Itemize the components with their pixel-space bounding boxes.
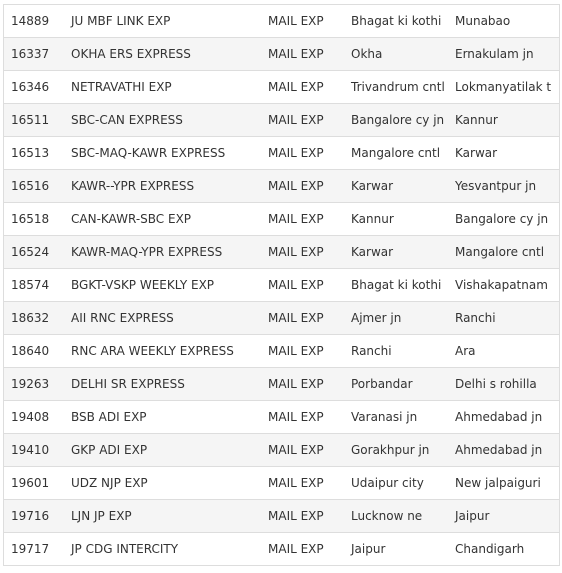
- train-type: MAIL EXP: [268, 146, 324, 160]
- train-type: MAIL EXP: [268, 179, 324, 193]
- train-type: MAIL EXP: [268, 344, 324, 358]
- to-station: Ara: [455, 344, 476, 358]
- train-type: MAIL EXP: [268, 509, 324, 523]
- train-name: DELHI SR EXPRESS: [71, 377, 185, 391]
- train-name: GKP ADI EXP: [71, 443, 148, 457]
- train-name: KAWR-MAQ-YPR EXPRESS: [71, 245, 223, 259]
- train-name: OKHA ERS EXPRESS: [71, 47, 191, 61]
- table-row: [4, 236, 559, 269]
- train-name: AII RNC EXPRESS: [71, 311, 174, 325]
- train-name: KAWR--YPR EXPRESS: [71, 179, 195, 193]
- train-name: NETRAVATHI EXP: [71, 80, 172, 94]
- train-name: UDZ NJP EXP: [71, 476, 148, 490]
- train-number: 19410: [11, 443, 50, 457]
- train-name: JP CDG INTERCITY: [71, 542, 179, 556]
- from-station: Karwar: [351, 179, 394, 193]
- train-type: MAIL EXP: [268, 542, 324, 556]
- to-station: Mangalore cntl: [455, 245, 545, 259]
- train-number: 19601: [11, 476, 50, 490]
- train-list-table: [4, 4, 559, 566]
- train-name: CAN-KAWR-SBC EXP: [71, 212, 192, 226]
- train-number: 16518: [11, 212, 50, 226]
- to-station: Jaipur: [455, 509, 490, 523]
- train-name: BGKT-VSKP WEEKLY EXP: [71, 278, 215, 292]
- from-station: Porbandar: [351, 377, 413, 391]
- train-number: 19716: [11, 509, 50, 523]
- train-number: 16524: [11, 245, 50, 259]
- table-row: [4, 434, 559, 467]
- table-row: [4, 170, 559, 203]
- table-row: [4, 302, 559, 335]
- table-row: [4, 269, 559, 302]
- from-station: Okha: [351, 47, 383, 61]
- train-type: MAIL EXP: [268, 212, 324, 226]
- to-station: New jalpaiguri: [455, 476, 541, 490]
- to-station: Ahmedabad jn: [455, 443, 543, 457]
- from-station: Bhagat ki kothi: [351, 14, 442, 28]
- table-row: [4, 467, 559, 500]
- from-station: Ranchi: [351, 344, 392, 358]
- from-station: Lucknow ne: [351, 509, 423, 523]
- table-row: [4, 5, 559, 38]
- train-name: RNC ARA WEEKLY EXPRESS: [71, 344, 234, 358]
- from-station: Bangalore cy jn: [351, 113, 445, 127]
- to-station: Munabao: [455, 14, 511, 28]
- table-row: [4, 335, 559, 368]
- table-row: [4, 38, 559, 71]
- from-station: Udaipur city: [351, 476, 424, 490]
- to-station: Ernakulam jn: [455, 47, 534, 61]
- train-type: MAIL EXP: [268, 311, 324, 325]
- from-station: Varanasi jn: [351, 410, 418, 424]
- train-number: 16516: [11, 179, 50, 193]
- train-type: MAIL EXP: [268, 476, 324, 490]
- train-number: 16511: [11, 113, 50, 127]
- train-type: MAIL EXP: [268, 47, 324, 61]
- table-row: [4, 71, 559, 104]
- train-number: 16346: [11, 80, 50, 94]
- from-station: Trivandrum cntl: [351, 80, 445, 94]
- train-number: 14889: [11, 14, 50, 28]
- from-station: Ajmer jn: [351, 311, 402, 325]
- train-type: MAIL EXP: [268, 80, 324, 94]
- train-number: 19263: [11, 377, 50, 391]
- from-station: Jaipur: [351, 542, 386, 556]
- from-station: Mangalore cntl: [351, 146, 441, 160]
- from-station: Gorakhpur jn: [351, 443, 430, 457]
- train-number: 18574: [11, 278, 50, 292]
- train-number: 19408: [11, 410, 50, 424]
- to-station: Bangalore cy jn: [455, 212, 549, 226]
- to-station: Chandigarh: [455, 542, 525, 556]
- to-station: Karwar: [455, 146, 498, 160]
- to-station: Vishakapatnam: [455, 278, 548, 292]
- train-name: SBC-MAQ-KAWR EXPRESS: [71, 146, 226, 160]
- to-station: Kannur: [455, 113, 498, 127]
- train-name: BSB ADI EXP: [71, 410, 147, 424]
- table-row: [4, 401, 559, 434]
- to-station: Ahmedabad jn: [455, 410, 543, 424]
- table-row: [4, 368, 559, 401]
- from-station: Kannur: [351, 212, 394, 226]
- train-type: MAIL EXP: [268, 278, 324, 292]
- train-type: MAIL EXP: [268, 443, 324, 457]
- train-type: MAIL EXP: [268, 14, 324, 28]
- to-station: Ranchi: [455, 311, 496, 325]
- train-number: 16337: [11, 47, 50, 61]
- table-row: [4, 104, 559, 137]
- train-number: 19717: [11, 542, 50, 556]
- to-station: Yesvantpur jn: [455, 179, 537, 193]
- from-station: Bhagat ki kothi: [351, 278, 442, 292]
- train-type: MAIL EXP: [268, 410, 324, 424]
- table-row: [4, 203, 559, 236]
- table-row: [4, 533, 559, 566]
- train-number: 18632: [11, 311, 50, 325]
- from-station: Karwar: [351, 245, 394, 259]
- train-type: MAIL EXP: [268, 377, 324, 391]
- table-row: [4, 500, 559, 533]
- train-type: MAIL EXP: [268, 245, 324, 259]
- train-table-container: [3, 4, 560, 566]
- train-name: SBC-CAN EXPRESS: [71, 113, 183, 127]
- table-row: [4, 137, 559, 170]
- train-type: MAIL EXP: [268, 113, 324, 127]
- train-name: LJN JP EXP: [71, 509, 132, 523]
- to-station: Delhi s rohilla: [455, 377, 537, 391]
- train-name: JU MBF LINK EXP: [71, 14, 171, 28]
- to-station: Lokmanyatilak t: [455, 80, 552, 94]
- train-number: 18640: [11, 344, 50, 358]
- train-number: 16513: [11, 146, 50, 160]
